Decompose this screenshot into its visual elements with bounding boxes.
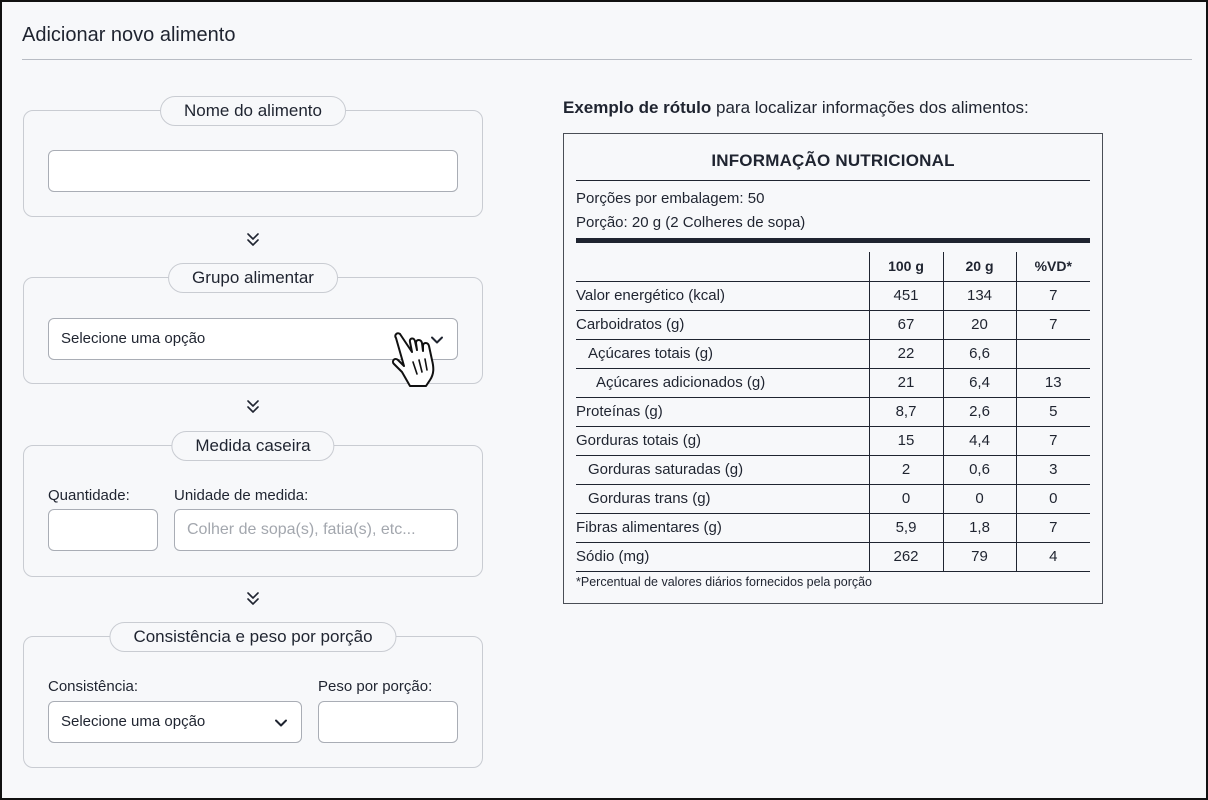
section-household-measure <box>23 436 483 577</box>
nutrition-row <box>576 484 1090 513</box>
nutrient-value-100g: 451 <box>869 281 943 310</box>
nutrition-thick-rule <box>576 238 1090 243</box>
nutrition-title: INFORMAÇÃO NUTRICIONAL <box>711 151 955 170</box>
section-food-group-legend: Grupo alimentar <box>168 263 338 293</box>
unit-input[interactable]: Colher de sopa(s), fatia(s), etc... <box>174 509 458 551</box>
nutrient-name: Gorduras totais (g) <box>576 426 869 455</box>
nutrition-row <box>576 455 1090 484</box>
section-consistency-legend: Consistência e peso por porção <box>109 622 396 652</box>
nutrient-value-100g: 8,7 <box>869 397 943 426</box>
consistency-label: Consistência: <box>48 678 139 695</box>
weight-label: Peso por porção: <box>318 678 433 695</box>
nutrition-row <box>576 426 1090 455</box>
nutrient-value-100g: 2 <box>869 455 943 484</box>
nutrient-name: Açúcares adicionados (g) <box>576 368 869 397</box>
nutrition-servings: Porções por embalagem: 50 <box>576 190 765 207</box>
nutrient-value-100g: 67 <box>869 310 943 339</box>
title-divider <box>22 59 1192 60</box>
nutrient-name: Carboidratos (g) <box>576 310 869 339</box>
food-name-input[interactable] <box>48 150 458 192</box>
nutrient-name: Açúcares totais (g) <box>576 339 869 368</box>
section-food-name-legend: Nome do alimento <box>160 96 346 126</box>
example-caption-bold: Exemplo de rótulo <box>563 98 712 117</box>
consistency-select-value: Selecione uma opção <box>61 713 206 730</box>
chevron-down-icon <box>273 715 289 731</box>
section-household-measure-legend: Medida caseira <box>171 431 334 461</box>
nutrient-value-vd: 3 <box>1016 455 1090 484</box>
quantity-input[interactable] <box>48 509 158 551</box>
nutrition-header-cell: 20 g <box>943 252 1016 281</box>
nutrient-name: Valor energético (kcal) <box>576 281 869 310</box>
nutrition-footnote: *Percentual de valores diários fornecidos pela porção <box>576 575 873 589</box>
nutrition-header-cell: %VD* <box>1016 252 1090 281</box>
nutrition-row <box>576 310 1090 339</box>
nutrient-value-20g: 79 <box>943 542 1016 571</box>
nutrient-value-100g: 22 <box>869 339 943 368</box>
nutrient-value-20g: 2,6 <box>943 397 1016 426</box>
nutrient-value-vd: 4 <box>1016 542 1090 571</box>
nutrient-value-20g: 6,6 <box>943 339 1016 368</box>
nutrient-value-vd: 5 <box>1016 397 1090 426</box>
nutrient-value-vd: 7 <box>1016 281 1090 310</box>
quantity-label: Quantidade: <box>48 487 130 504</box>
nutrition-row <box>576 542 1090 571</box>
nutrient-value-100g: 21 <box>869 368 943 397</box>
nutrient-name: Gorduras saturadas (g) <box>576 455 869 484</box>
nutrient-value-vd: 13 <box>1016 368 1090 397</box>
nutrient-value-100g: 262 <box>869 542 943 571</box>
hand-pointer-icon <box>388 330 450 390</box>
example-caption <box>563 98 1029 118</box>
nutrient-value-100g: 5,9 <box>869 513 943 542</box>
nutrition-row <box>576 368 1090 397</box>
nutrient-value-vd <box>1016 339 1090 368</box>
consistency-select[interactable] <box>48 701 302 743</box>
section-food-name <box>23 101 483 217</box>
nutrition-header-row <box>576 252 1090 281</box>
nutrient-value-20g: 1,8 <box>943 513 1016 542</box>
nutrient-value-20g: 4,4 <box>943 426 1016 455</box>
nutrient-value-vd: 7 <box>1016 310 1090 339</box>
nutrition-title-rule <box>576 180 1090 181</box>
nutrition-table <box>576 252 1090 572</box>
nutrition-label <box>563 133 1103 604</box>
food-group-select-value: Selecione uma opção <box>61 330 206 347</box>
nutrient-value-20g: 6,4 <box>943 368 1016 397</box>
nutrient-value-vd: 7 <box>1016 426 1090 455</box>
nutrition-header-cell <box>576 252 869 281</box>
double-chevron-down-icon <box>245 590 261 606</box>
nutrient-name: Sódio (mg) <box>576 542 869 571</box>
nutrition-row <box>576 397 1090 426</box>
nutrient-value-100g: 0 <box>869 484 943 513</box>
nutrient-value-vd: 7 <box>1016 513 1090 542</box>
nutrient-value-20g: 0,6 <box>943 455 1016 484</box>
example-caption-rest: para localizar informações dos alimentos: <box>711 98 1029 117</box>
double-chevron-down-icon <box>245 231 261 247</box>
nutrient-value-20g: 0 <box>943 484 1016 513</box>
nutrient-name: Proteínas (g) <box>576 397 869 426</box>
nutrition-header-cell: 100 g <box>869 252 943 281</box>
nutrient-value-20g: 134 <box>943 281 1016 310</box>
weight-input[interactable] <box>318 701 458 743</box>
nutrient-name: Fibras alimentares (g) <box>576 513 869 542</box>
nutrition-row <box>576 339 1090 368</box>
section-consistency <box>23 627 483 768</box>
nutrition-row <box>576 513 1090 542</box>
double-chevron-down-icon <box>245 398 261 414</box>
nutrient-value-100g: 15 <box>869 426 943 455</box>
nutrient-name: Gorduras trans (g) <box>576 484 869 513</box>
nutrition-row <box>576 281 1090 310</box>
page-title: Adicionar novo alimento <box>22 24 236 46</box>
unit-label: Unidade de medida: <box>174 487 309 504</box>
nutrient-value-vd: 0 <box>1016 484 1090 513</box>
nutrient-value-20g: 20 <box>943 310 1016 339</box>
nutrition-portion: Porção: 20 g (2 Colheres de sopa) <box>576 214 806 231</box>
